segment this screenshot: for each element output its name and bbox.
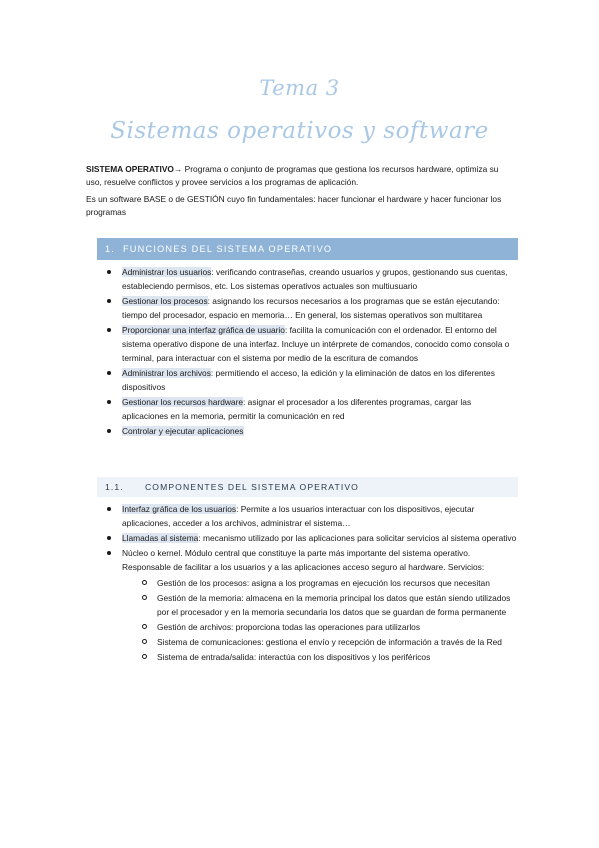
list-item: [105, 424, 519, 438]
list-item-term: Llamadas al sistema: [122, 533, 199, 543]
list-item-text: : facilita la comunicación con el ordenador. El entorno del sistema operativo dispone de una interfaz. Incluye un intérprete de comandos, conocido como consola o terminal, para interactuar con el sistema por medio de la escritura de comandos: [122, 325, 510, 363]
list-item-text: : asignando los recursos necesarios a los programas que se están ejecutando: tiempo del procesador, espacio en memoria… En general, los sistemas operativos son multitarea: [122, 296, 500, 320]
functions-list: [105, 265, 519, 439]
list-item-term: Controlar y ejecutar aplicaciones: [122, 426, 244, 436]
document-subtitle: Sistemas operativos y software: [110, 118, 489, 144]
list-item: [105, 502, 519, 530]
intro-term: SISTEMA OPERATIVO: [86, 164, 174, 174]
list-item: [105, 395, 519, 423]
section-heading-functions: [97, 238, 518, 260]
section-number: 1.: [105, 244, 116, 254]
section-title: FUNCIONES DEL SISTEMA OPERATIVO: [123, 244, 333, 254]
list-item: [105, 546, 519, 664]
section-heading-components: [97, 477, 518, 497]
list-item: [105, 294, 519, 322]
intro-paragraph-purpose: [86, 193, 516, 219]
list-item-term: Gestionar los procesos: [122, 296, 208, 306]
list-item-text: : verificando contraseñas, creando usuarios y grupos, gestionando sus cuentas, estableciendo permisos, etc. Los sistemas operativos actuales son multiusuario: [122, 267, 508, 291]
section-number: 1.1.: [105, 482, 124, 492]
list-item: [105, 366, 519, 394]
kernel-services-list: [122, 576, 519, 664]
document-title: Tema 3: [259, 76, 340, 100]
list-item-term: Núcleo o kernel.: [122, 548, 183, 558]
intro-definition-text: Programa o conjunto de programas que gestiona los recursos hardware, optimiza su uso, resuelve conflictos y provee servicios a los programas de aplicación.: [86, 164, 499, 188]
list-item-text: : asignar el procesador a los diferentes programas, cargar las aplicaciones en la memoria, permitir la comunicación en red: [122, 397, 472, 421]
list-item-text: : Permite a los usuarios interactuar con los dispositivos, ejecutar aplicaciones, acceder a los archivos, administrar el sistema…: [122, 504, 475, 528]
components-list: [105, 502, 519, 665]
list-item-term: Interfaz gráfica de los usuarios: [122, 504, 237, 514]
service-item: Sistema de comunicaciones: gestiona el envío y recepción de información a través de la Red: [137, 635, 519, 649]
intro-paragraph-definition: [86, 163, 516, 189]
list-item-term: Administrar los usuarios: [122, 267, 212, 277]
service-item: Sistema de entrada/salida: interactúa con los dispositivos y los periféricos: [137, 650, 519, 664]
intro-purpose-emphasis: BASE o de GESTIÓN: [143, 194, 225, 204]
intro-purpose-text-c: cuyo fin fundamentales: hacer funcionar el hardware y hacer funcionar los programas: [86, 194, 502, 218]
service-item: Gestión de los procesos: asigna a los programas en ejecución los recursos que necesitan: [137, 576, 519, 590]
list-item-text: Módulo central que constituye la parte más importante del sistema operativo. Responsable de facilitar a los usuarios y a las aplicaciones acceso seguro al hardware. Servicios:: [122, 548, 485, 572]
arrow-icon: →: [173, 164, 183, 174]
service-item: Gestión de archivos: proporciona todas las operaciones para utilizarlos: [137, 620, 519, 634]
list-item-text: : mecanismo utilizado por las aplicaciones para solicitar servicios al sistema operativo: [198, 533, 517, 543]
list-item: [105, 323, 519, 365]
list-item-term: Gestionar los recursos hardware: [122, 397, 244, 407]
list-item: [105, 265, 519, 293]
list-item-term: Proporcionar una interfaz gráfica de usuario: [122, 325, 285, 335]
service-item: Gestión de la memoria: almacena en la memoria principal los datos que están siendo utilizados por el procesador y en la memoria secundaria los datos que se guardan de forma permanente: [137, 591, 519, 619]
list-item-term: Administrar los archivos: [122, 368, 211, 378]
list-item: [105, 531, 519, 545]
section-title: COMPONENTES DEL SISTEMA OPERATIVO: [145, 482, 359, 492]
list-item-text: : permitiendo el acceso, la edición y la eliminación de datos en los diferentes dispositivos: [122, 368, 495, 392]
intro-purpose-text-a: Es un software: [86, 194, 144, 204]
